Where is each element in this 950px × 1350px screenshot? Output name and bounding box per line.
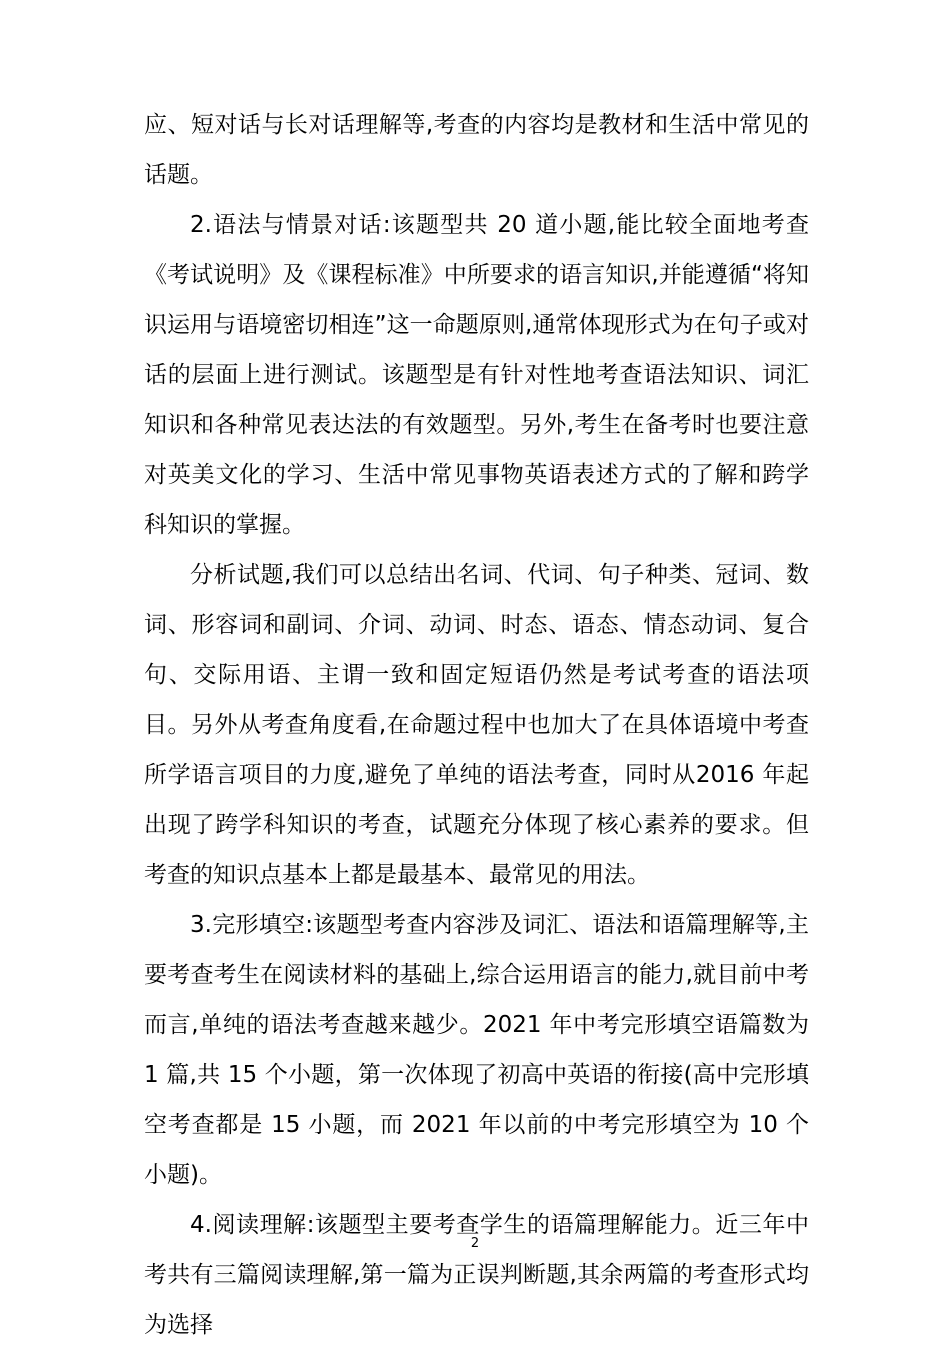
paragraph-analysis: 分析试题,我们可以总结出名词、代词、句子种类、冠词、数词、形容词和副词、介词、动词、时态、语态、情态动词、复合句、交际用语、主谓一致和固定短语仍然是考试考查的语法项目。另外从考查角度看,在命题过程中也加大了在具体语境中考查所学语言项目的力度,避免了单纯的语法考查，同时从2016 年起出现了跨学科知识的考查，试题充分体现了核心素养的要求。但考查的知识点基本上都是最基本、最常见的用法。 xyxy=(144,562,809,888)
paragraph-grammar-dialogue: 2.语法与情景对话:该题型共 20 道小题,能比较全面地考查《考试说明》及《课程标准》中所要求的语言知识,并能遵循“将知识运用与语境密切相连”这一命题原则,通常体现形式为在句子或对话的层面上进行测试。该题型是有针对性地考查语法知识、词汇知识和各种常见表达法的有效题型。另外,考生在备考时也要注意对英美文化的学习、生活中常见事物英语表述方式的了解和跨学科知识的掌握。 xyxy=(144,212,809,538)
paragraph-continuation: 应、短对话与长对话理解等,考查的内容均是教材和生活中常见的话题。 xyxy=(144,112,809,188)
paragraph-reading: 4.阅读理解:该题型主要考查学生的语篇理解能力。近三年中考共有三篇阅读理解,第一篇为正误判断题,其余两篇的考查形式均为选择 xyxy=(144,1212,809,1338)
paragraph-cloze: 3.完形填空:该题型考查内容涉及词汇、语法和语篇理解等,主要考查考生在阅读材料的基础上,综合运用语言的能力,就目前中考而言,单纯的语法考查越来越少。2021 年中考完形填空语篇数为 1 篇,共 15 个小题，第一次体现了初高中英语的衔接(高中完形填空考查都是 15 小题，而 2021 年以前的中考完形填空为 10 个小题)。 xyxy=(144,912,809,1188)
page-number: 2 xyxy=(470,1236,480,1251)
body-text xyxy=(144,100,809,1350)
